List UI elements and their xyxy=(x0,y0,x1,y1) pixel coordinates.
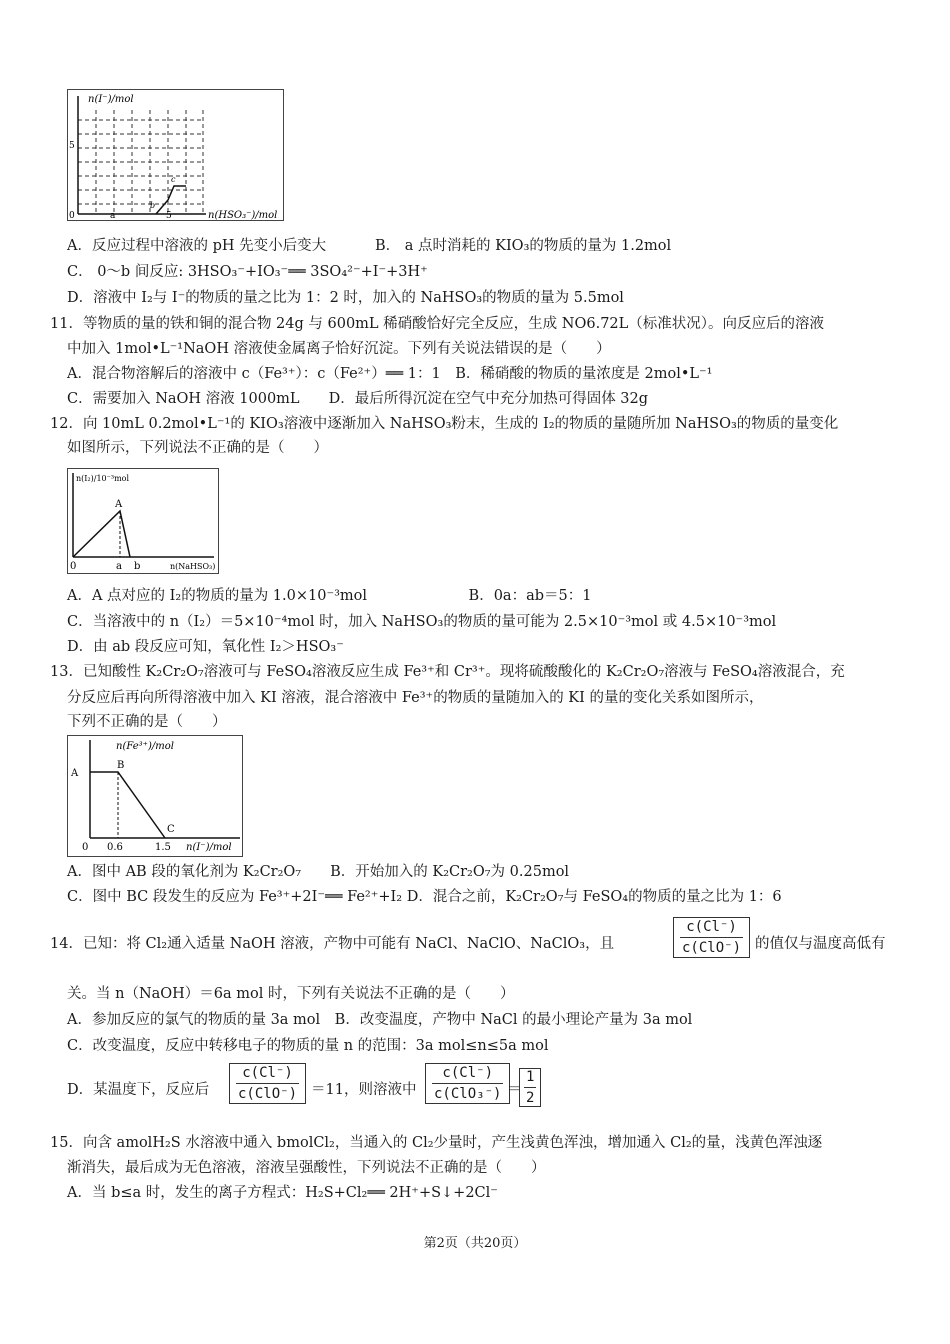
q14-option-d-eq: ＝ xyxy=(507,1082,522,1098)
q10-option-c: C． 0～b 间反应: 3HSO₃⁻+IO₃⁻══ 3SO₄²⁻+I⁻+3H⁺ xyxy=(67,264,428,280)
q14-frac-num: c(Cl⁻) xyxy=(680,919,743,938)
q12-option-d: D．由 ab 段反应可知，氧化性 I₂＞HSO₃⁻ xyxy=(67,639,344,655)
q14-option-d-mid: ＝11，则溶液中 xyxy=(311,1082,417,1098)
q10-point-c: c xyxy=(171,175,176,184)
q12-stem-line2: 如图所示，下列说法不正确的是（ ） xyxy=(67,440,328,456)
q15-option-a: A．当 b≤a 时，发生的离子方程式：H₂S+Cl₂══ 2H⁺+S↓+2Cl⁻ xyxy=(67,1185,498,1201)
q14-d-ratio-den: 2 xyxy=(526,1090,535,1106)
q12-tick-a: a xyxy=(116,561,122,572)
q14-d-frac2-den: c(ClO₃⁻) xyxy=(434,1086,502,1102)
q14-d-frac2-num: c(Cl⁻) xyxy=(432,1065,503,1084)
q14-stem-line2: 关。当 n（NaOH）＝6a mol 时，下列有关说法不正确的是（ ） xyxy=(67,986,515,1002)
q13-options-ab: A．图中 AB 段的氧化剂为 K₂Cr₂O₇ B．开始加入的 K₂Cr₂O₇为 0.25mol xyxy=(67,864,570,880)
q12-y-label: n(I₂)/10⁻³mol xyxy=(76,474,130,483)
q13-origin: 0 xyxy=(82,842,89,853)
q14-options-ab: A．参加反应的氯气的物质的量 3a mol B．改变温度，产物中 NaCl 的最小理论产量为 3a mol xyxy=(67,1012,693,1028)
q10-option-d: D．溶液中 I₂与 I⁻的物质的量之比为 1：2 时，加入的 NaHSO₃的物质的量为 5.5mol xyxy=(67,290,624,306)
q13-y-label: n(Fe³⁺)/mol xyxy=(116,741,174,752)
q15-stem-line1: 15．向含 amolH₂S 水溶液中通入 bmolCl₂，当通入的 Cl₂少量时，产生浅黄色浑浊，增加通入 Cl₂的量，浅黄色浑浊逐 xyxy=(50,1135,823,1151)
q14-option-c: C．改变温度，反应中转移电子的物质的量 n 的范围：3a mol≤n≤5a mol xyxy=(67,1038,549,1054)
q10-y-label: n(I⁻)/mol xyxy=(88,94,134,105)
figure-q10-graph xyxy=(67,89,284,221)
q11-options-cd: C．需要加入 NaOH 溶液 1000mL D．最后所得沉淀在空气中充分加热可得固体 32g xyxy=(67,391,649,407)
q10-point-b: b xyxy=(150,201,156,210)
q12-options-ab: A．A 点对应的 I₂的物质的量为 1.0×10⁻³mol B．0a：ab＝5：1 xyxy=(67,588,592,604)
q13-options-cd: C．图中 BC 段发生的反应为 Fe³⁺+2I⁻══ Fe²⁺+I₂ D．混合之前，K₂Cr₂O₇与 FeSO₄的物质的量之比为 1：6 xyxy=(67,889,782,905)
q14-frac-den: c(ClO⁻) xyxy=(682,940,742,956)
q14-option-d-prefix: D．某温度下，反应后 xyxy=(67,1082,210,1098)
q10-ytick-5: 5 xyxy=(69,141,75,151)
q14-d-frac1-num: c(Cl⁻) xyxy=(236,1065,299,1084)
q13-point-c: C xyxy=(167,824,175,835)
q12-x-label: n(NaHSO₃) xyxy=(170,562,216,571)
q11-options-ab: A．混合物溶解后的溶液中 c（Fe³⁺）：c（Fe²⁺）══ 1：1 B．稀硝酸的物质的量浓度是 2mol•L⁻¹ xyxy=(67,366,713,382)
q10-option-a: A．反应过程中溶液的 pH 先变小后变大 xyxy=(67,238,327,254)
figure-q12-graph xyxy=(67,468,219,574)
q13-tick-0-6: 0.6 xyxy=(107,842,123,853)
q13-stem-line3: 下列不正确的是（ ） xyxy=(67,714,227,730)
q14-d-frac1-den: c(ClO⁻) xyxy=(238,1086,298,1102)
q13-point-b: B xyxy=(117,760,125,771)
q10-x-label: n(HSO₃⁻)/mol xyxy=(208,210,278,220)
q10-xtick-5: 5 xyxy=(166,211,172,220)
q15-stem-line2: 渐消失，最后成为无色溶液，溶液呈强酸性，下列说法不正确的是（ ） xyxy=(67,1160,546,1176)
q14-d-fraction-2 xyxy=(425,1063,510,1104)
q12-origin: 0 xyxy=(70,561,77,572)
q11-stem-line1: 11．等物质的量的铁和铜的混合物 24g 与 600mL 稀硝酸恰好完全反应，生成 NO6.72L（标准状况）。向反应后的溶液 xyxy=(50,316,825,332)
q10-option-b: B． a 点时消耗的 KIO₃的物质的量为 1.2mol xyxy=(375,238,672,254)
q14-stem-line1b: 的值仅与温度高低有 xyxy=(755,936,886,952)
q11-stem-line2: 中加入 1mol•L⁻¹NaOH 溶液使金属离子恰好沉淀。下列有关说法错误的是（ ） xyxy=(67,341,611,357)
q10-graph-svg xyxy=(68,90,283,220)
q10-origin: 0 xyxy=(69,211,75,220)
q12-stem-line1: 12．向 10mL 0.2mol•L⁻¹的 KIO₃溶液中逐渐加入 NaHSO₃粉末，生成的 I₂的物质的量随所加 NaHSO₃的物质的量变化 xyxy=(50,416,839,432)
q14-d-fraction-1 xyxy=(229,1063,306,1104)
q13-stem-line1: 13．已知酸性 K₂Cr₂O₇溶液可与 FeSO₄溶液反应生成 Fe³⁺和 Cr³⁺。现将硫酸酸化的 K₂Cr₂O₇溶液与 FeSO₄溶液混合，充 xyxy=(50,664,845,680)
q13-stem-line2: 分反应后再向所得溶液中加入 KI 溶液，混合溶液中 Fe³⁺的物质的量随加入的 KI 的量的变化关系如图所示， xyxy=(67,690,764,706)
q13-graph-svg xyxy=(68,736,242,856)
q14-d-ratio xyxy=(519,1068,541,1107)
q12-point-a: A xyxy=(115,499,123,510)
q14-stem-line1a: 14．已知：将 Cl₂通入适量 NaOH 溶液，产物中可能有 NaCl、NaClO、NaClO₃，且 xyxy=(50,936,615,952)
q12-option-c: C．当溶液中的 n（I₂）＝5×10⁻⁴mol 时，加入 NaHSO₃的物质的量可能为 2.5×10⁻³mol 或 4.5×10⁻³mol xyxy=(67,614,777,630)
q14-fraction-cl-clo xyxy=(673,917,750,958)
q12-graph-svg xyxy=(68,469,218,573)
q13-x-label: n(I⁻)/mol xyxy=(186,842,232,853)
figure-q13-graph xyxy=(67,735,243,857)
page-footer: 第2页（共20页） xyxy=(423,1236,527,1251)
q13-tick-1-5: 1.5 xyxy=(155,842,171,853)
q12-tick-b: b xyxy=(134,561,141,572)
q13-point-a: A xyxy=(71,768,79,779)
q14-d-ratio-num: 1 xyxy=(524,1069,536,1088)
q10-xtick-a: a xyxy=(110,211,116,220)
